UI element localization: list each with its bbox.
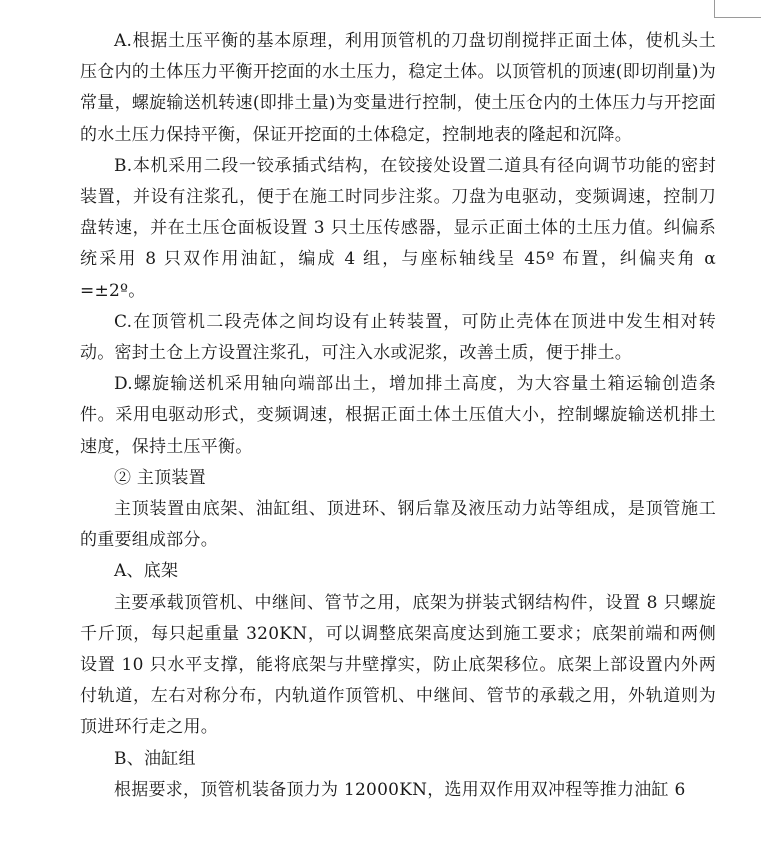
paragraph-cylinder-group: 根据要求，顶管机装备顶力为 12000KN，选用双作用双冲程等推力油缸 6 <box>114 779 686 800</box>
heading-main-jacking-device: ② 主顶装置 <box>114 467 206 488</box>
paragraph-screw-conveyor: D.螺旋输送机采用轴向端部出土，增加排土高度，为大容量土箱运输创造条件。采用电驱动形式，变频调速，根据正面土体土压值大小，控制螺旋输送机排土速度，保持土压平衡。 <box>80 374 716 457</box>
heading-cylinder-group: B、油缸组 <box>114 748 196 769</box>
paragraph-earth-pressure-principle: A.根据土压平衡的基本原理，利用顶管机的刀盘切削搅拌正面土体，使机头土压仓内的土体压力平衡开挖面的水土压力，稳定土体。以顶管机的顶速(即切削量)为常量，螺旋输送机转速(即排土量)为变量进行控制，使土压仓内的土体压力与开挖面的水土压力保持平衡，保证开挖面的土体稳定，控制地表的隆起和沉降。 <box>80 31 716 145</box>
heading-base-frame: A、底架 <box>114 561 179 582</box>
paragraph-hinge-structure: B.本机采用二段一铰承插式结构，在铰接处设置二道具有径向调节功能的密封装置，并设有注浆孔，便于在施工时同步注浆。刀盘为电驱动，变频调速，控制刀盘转速，并在土压仓面板设置 3 只土压传感器，显示正面土体的土压力值。纠偏系统采用 8 只双作用油缸，编成 4 组，与座标轴线呈 45º 布置，纠偏夹角 α =±2º。 <box>80 155 716 301</box>
page-corner-mark-vertical <box>714 0 715 18</box>
paragraph-main-jacking-intro: 主顶装置由底架、油缸组、顶进环、钢后靠及液压动力站等组成，是顶管施工的重要组成部分。 <box>80 499 716 551</box>
paragraph-anti-rotation: C.在顶管机二段壳体之间均设有止转装置，可防止壳体在顶进中发生相对转动。密封土仓上方设置注浆孔，可注入水或泥浆，改善土质，便于排土。 <box>80 311 716 364</box>
document-body <box>80 26 716 806</box>
paragraph-base-frame: 主要承载顶管机、中继间、管节之用，底架为拼装式钢结构件，设置 8 只螺旋千斤顶，每只起重量 320KN，可以调整底架高度达到施工要求；底架前端和两侧设置 10 只水平支撑，能将底架与井壁撑实，防止底架移位。底架上部设置内外两付轨道，左右对称分布，内轨道作顶管机、中继间、管节的承载之用，外轨道则为顶进环行走之用。 <box>80 592 716 738</box>
page-corner-mark-horizontal <box>714 17 761 18</box>
